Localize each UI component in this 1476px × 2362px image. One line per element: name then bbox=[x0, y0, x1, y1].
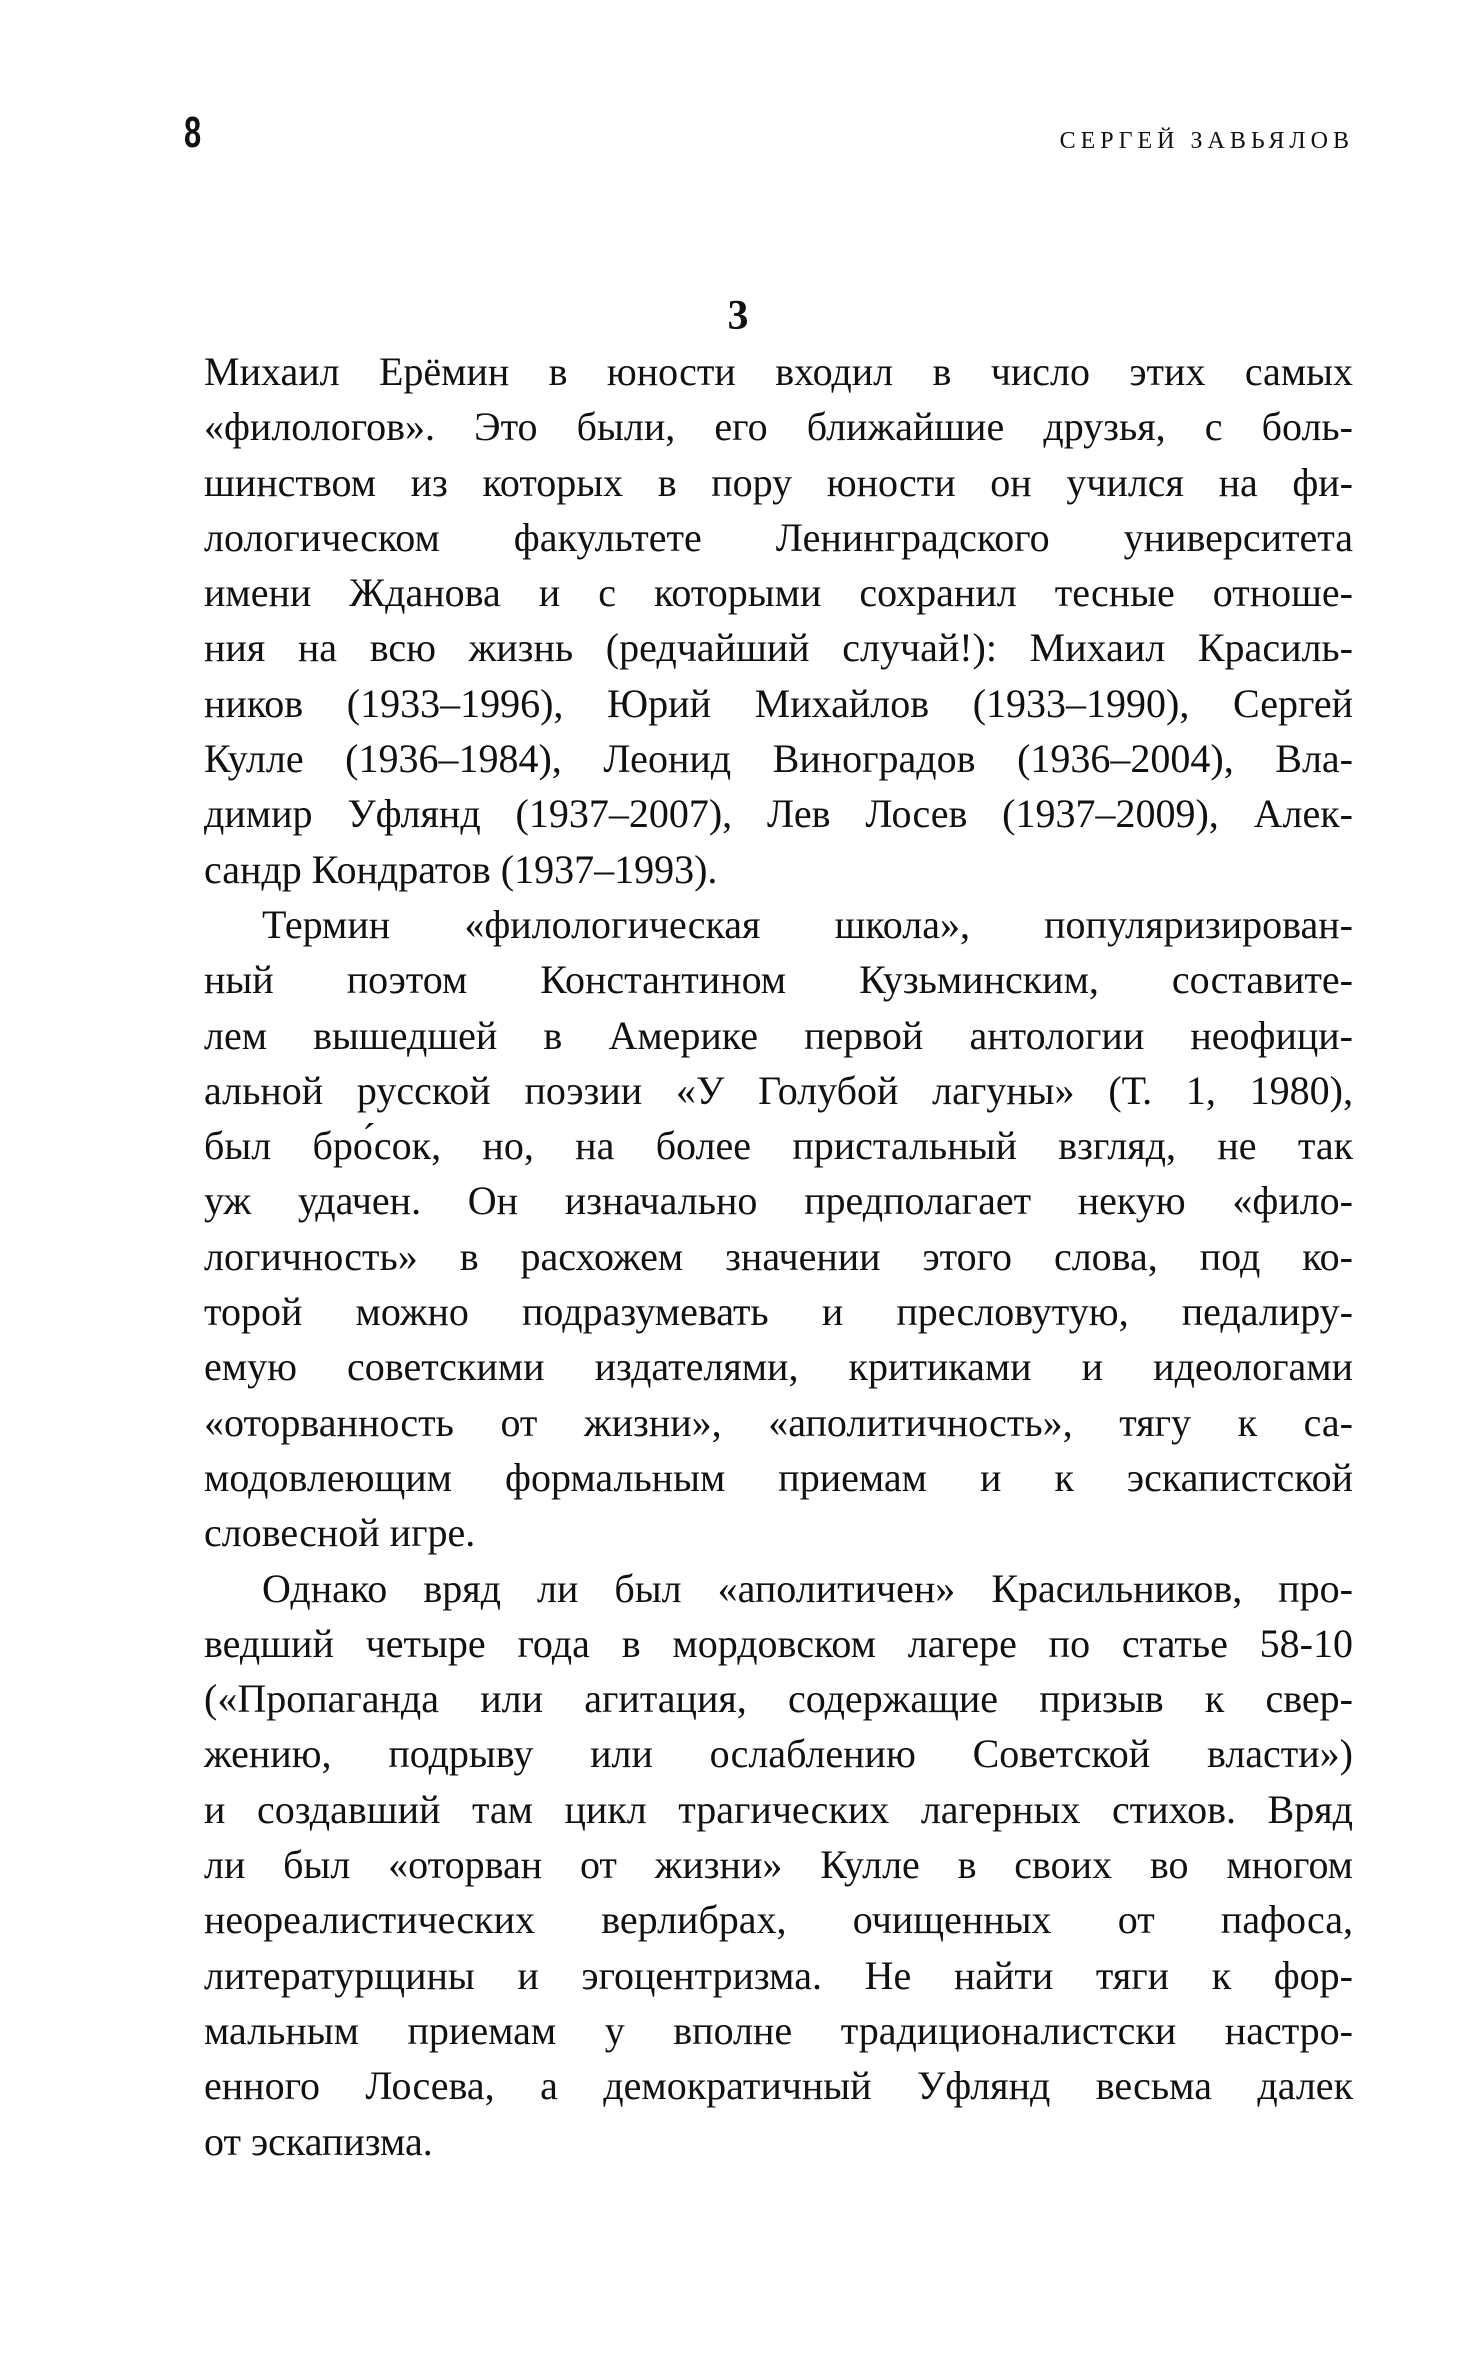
text-line: словесной игре. bbox=[204, 1510, 476, 1556]
text-line: мальным приемам у вполне традиционалистски настро- bbox=[204, 2007, 1353, 2053]
paragraph bbox=[204, 1561, 1353, 2169]
text-line: литературщины и эгоцентризма. Не найти тяги к фор- bbox=[204, 1952, 1353, 1998]
text-line: енного Лосева, а демократичный Уфлянд весьма далек bbox=[204, 2063, 1353, 2109]
paragraph bbox=[204, 897, 1353, 1561]
text-line: Однако вряд ли был «аполитичен» Красильников, про- bbox=[262, 1565, 1353, 1611]
text-line: уж удачен. Он изначально предполагает некую «фило- bbox=[204, 1178, 1353, 1224]
text-line: имени Жданова и с которыми сохранил тесные отноше- bbox=[204, 570, 1353, 616]
text-line: Михаил Ерёмин в юности входил в число этих самых bbox=[204, 349, 1353, 394]
text-line: ли был «оторван от жизни» Кулле в своих во многом bbox=[204, 1842, 1353, 1888]
text-line: и создавший там цикл трагических лагерных стихов. Вряд bbox=[204, 1786, 1353, 1832]
text-line: лем вышедшей в Америке первой антологии неофици- bbox=[204, 1012, 1353, 1058]
text-line: димир Уфлянд (1937–2007), Лев Лосев (1937–2009), Алек- bbox=[204, 791, 1353, 837]
section-number: 3 bbox=[727, 293, 749, 339]
text-line: Кулле (1936–1984), Леонид Виноградов (1936–2004), Вла- bbox=[204, 736, 1353, 782]
text-line: («Пропаганда или агитация, содержащие призыв к свер- bbox=[204, 1676, 1353, 1722]
text-line: неореалистических верлибрах, очищенных от пафоса, bbox=[204, 1897, 1353, 1943]
text-line: шинством из которых в пору юности он учился на фи- bbox=[204, 459, 1353, 505]
text-line: модовлеющим формальным приемам и к эскапистской bbox=[204, 1454, 1353, 1500]
text-line: ния на всю жизнь (редчайший случай!): Михаил Красиль- bbox=[204, 625, 1353, 671]
text-line: альной русской поэзии «У Голубой лагуны» (Т. 1, 1980), bbox=[204, 1067, 1353, 1113]
text-line: сандр Кондратов (1937–1993). bbox=[204, 846, 718, 892]
page-number: 8 bbox=[184, 108, 202, 157]
text-line: Термин «филологическая школа», популяризирован- bbox=[262, 901, 1353, 947]
text-line: емую советскими издателями, критиками и идеологами bbox=[204, 1344, 1353, 1390]
text-line: жению, подрыву или ослаблению Советской власти») bbox=[204, 1731, 1353, 1777]
body-text bbox=[204, 344, 1353, 2169]
text-line: «филологов». Это были, его ближайшие друзья, с боль- bbox=[204, 404, 1353, 450]
text-line: был бро́сок, но, на более пристальный взгляд, не так bbox=[204, 1123, 1353, 1169]
text-line: логичность» в расхожем значении этого слова, под ко- bbox=[204, 1233, 1353, 1279]
text-line: ведший четыре года в мордовском лагере по статье 58-10 bbox=[204, 1620, 1353, 1666]
text-line: «оторванность от жизни», «аполитичность», тягу к са- bbox=[204, 1399, 1353, 1445]
text-line: ный поэтом Константином Кузьминским, составите- bbox=[204, 957, 1353, 1003]
text-line: лологическом факультете Ленинградского университета bbox=[204, 514, 1353, 560]
text-line: от эскапизма. bbox=[204, 2118, 433, 2164]
running-title: СЕРГЕЙ ЗАВЬЯЛОВ bbox=[1059, 128, 1354, 154]
paragraph bbox=[204, 344, 1353, 897]
text-line: ников (1933–1996), Юрий Михайлов (1933–1990), Сергей bbox=[204, 680, 1353, 726]
text-line: торой можно подразумевать и пресловутую, педалиру- bbox=[204, 1289, 1353, 1335]
